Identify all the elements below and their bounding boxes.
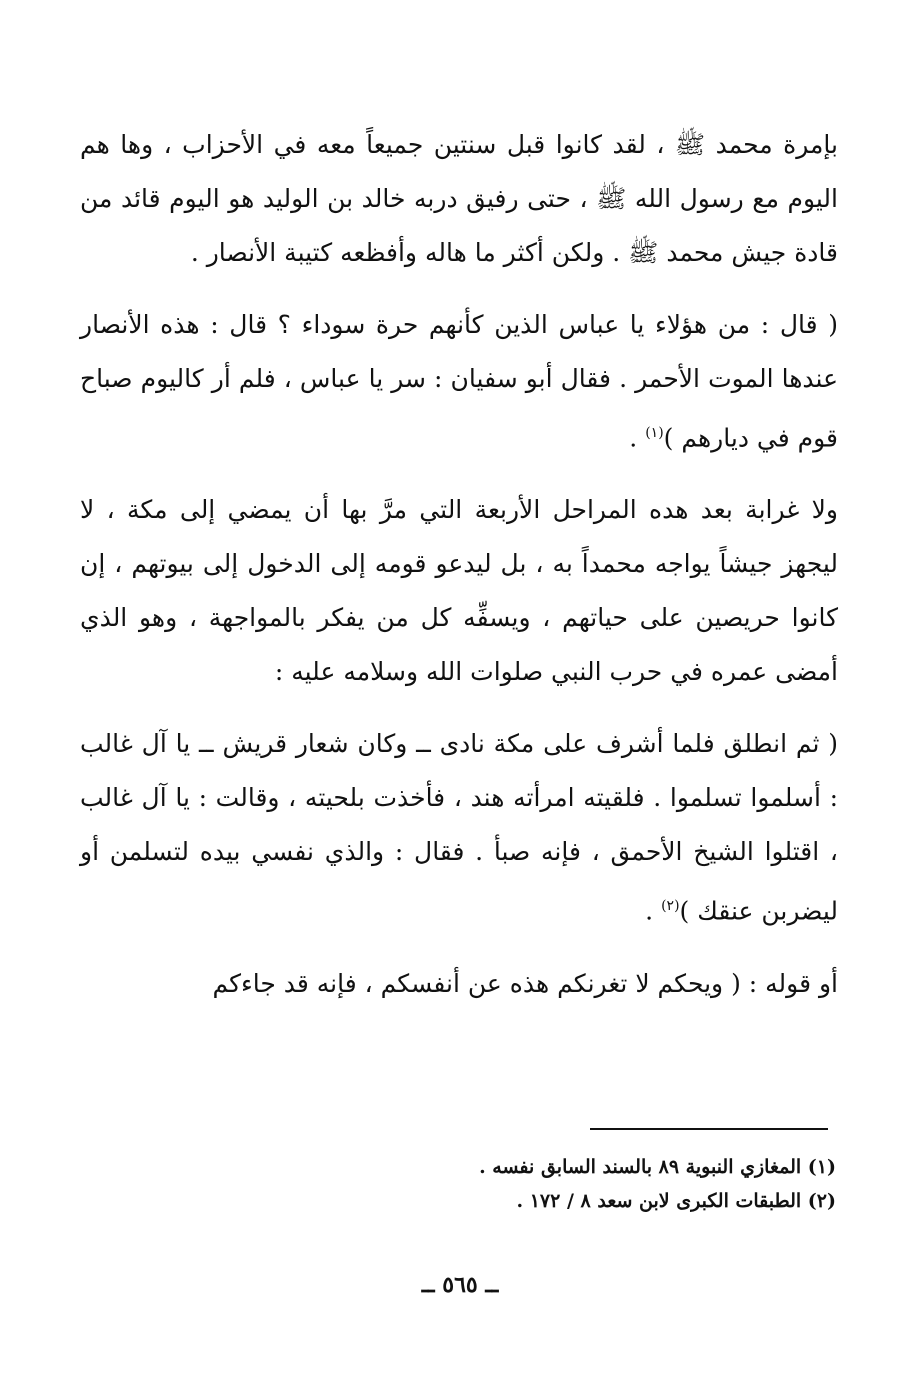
main-text: [80, 118, 838, 1011]
footnote-2: (٢) الطبقات الكبرى لابن سعد ٨ / ١٧٢ .: [516, 1190, 836, 1212]
footnote-divider: [590, 1128, 828, 1130]
footnotes: [136, 1150, 836, 1218]
paragraph-3-text: ولا غرابة بعد هده المراحل الأربعة التي مرَّ بها أن يمضي إلى مكة ، لا ليجهز جيشاً يواجه محمداً به ، بل ليدعو قومه إلى الدخول إلى بيوتهم ، إن كانوا حريصين على حياتهم ، ويسفِّه كل من يفكر بالمواجهة ، وهو الذي أمضى عمره في حرب النبي صلوات الله وسلامه عليه :: [80, 495, 838, 687]
paragraph-3: [80, 483, 838, 699]
paragraph-4: [80, 717, 838, 938]
paragraph-4-tail: .: [645, 896, 662, 926]
paragraph-1-text: بإمرة محمد ﷺ ، لقد كانوا قبل سنتين جميعاً معه في الأحزاب ، وها هم اليوم مع رسول الله ﷺ ، حتى رفيق دربه خالد بن الوليد هو اليوم قائد من قادة جيش محمد ﷺ . ولكن أكثر ما هاله وأفظعه كتيبة الأنصار .: [80, 130, 838, 267]
paragraph-4-text: ( ثم انطلق فلما أشرف على مكة نادى ــ وكان شعار قريش ــ يا آل غالب : أسلموا تسلموا . فلقيته امرأته هند ، فأخذت بلحيته ، وقالت : يا آل غالب ، اقتلوا الشيخ الأحمق ، فإنه صبأ . فقال : والذي نفسي بيده لتسلمن أو ليضربن عنقك ): [80, 729, 838, 926]
page-number: ــ ٥٦٥ ــ: [421, 1272, 499, 1298]
footnote-1: (١) المغازي النبوية ٨٩ بالسند السابق نفسه .: [479, 1156, 836, 1178]
paragraph-1: [80, 118, 838, 280]
paragraph-2-tail: .: [629, 423, 646, 453]
paragraph-5: [80, 957, 838, 1011]
paragraph-2-text: ( قال : من هؤلاء يا عباس الذين كأنهم حرة سوداء ؟ قال : هذه الأنصار عندها الموت الأحمر . فقال أبو سفيان : سر يا عباس ، فلم أر كاليوم صباح قوم في ديارهم ): [80, 310, 838, 453]
paragraph-2: [80, 298, 838, 465]
footnote-ref-2: (٢): [661, 898, 680, 915]
footnote-ref-1: (١): [645, 425, 664, 441]
paragraph-5-text: أو قوله : ( ويحكم لا تغرنكم هذه عن أنفسكم ، فإنه قد جاءكم: [212, 968, 838, 998]
